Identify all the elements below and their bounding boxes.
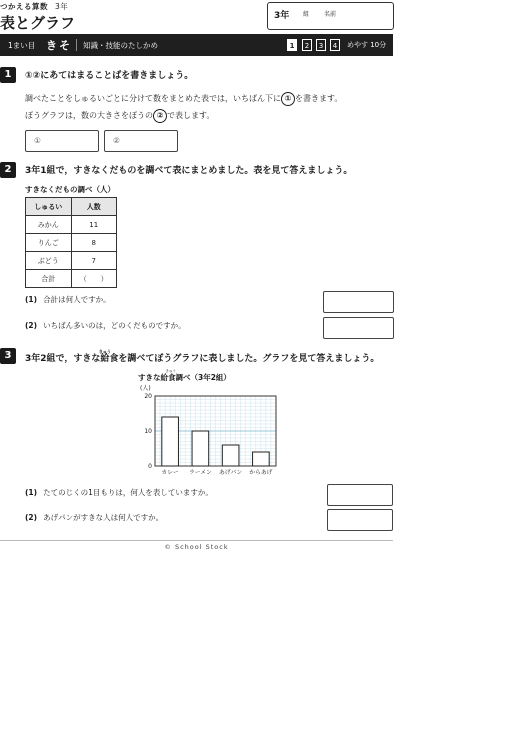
q3-sub1-num: (1) xyxy=(25,488,38,497)
x-tick-label: からあげ xyxy=(249,470,273,476)
question-2-text: 3年1組で，すきなくだものを調べて表にまとめました。表を見て答えましょう。 xyxy=(25,166,353,176)
question-1-number: 1 xyxy=(0,67,16,83)
q1-line1-b: を書きます。 xyxy=(295,94,343,103)
chart-title-ruby: きゅう xyxy=(165,369,176,373)
q3-sub2-text: あげパンがすきな人は何人ですか。 xyxy=(43,513,164,522)
table-header-count: 人数 xyxy=(71,198,117,216)
answer-box-2-2[interactable] xyxy=(323,317,394,339)
q3-sub2-num: (2) xyxy=(25,513,38,522)
series-label xyxy=(0,1,68,12)
q1-line2-b: で表します。 xyxy=(167,111,215,120)
footer-divider xyxy=(0,540,393,541)
namebox-name-label: 名前 xyxy=(324,11,337,18)
page-title: 表とグラフ xyxy=(0,14,76,32)
answer-box-3-1[interactable] xyxy=(327,484,393,506)
question-2-number: 2 xyxy=(0,162,16,178)
level-label: きそ xyxy=(46,39,72,52)
blank-marker-2: ② xyxy=(153,109,167,123)
y-axis-unit: (人) xyxy=(140,385,151,392)
y-tick-label: 20 xyxy=(144,393,152,401)
q2-sub1-num: (1) xyxy=(25,295,38,304)
q1-line1-a: 調べたことをしゅるいごとに分けて数をまとめた表では，いちばん下に xyxy=(25,94,281,103)
bar-1 xyxy=(162,417,179,466)
answer-box-2[interactable] xyxy=(104,130,178,152)
question-3-sub-1 xyxy=(25,487,213,498)
table-cell: 合計 xyxy=(26,270,72,288)
answer-box-2-1[interactable] xyxy=(323,291,394,313)
copyright: © School Stock xyxy=(164,543,229,551)
chart-title: すきな給食調べ（3年2組） xyxy=(138,373,231,382)
table-cell: ぶどう xyxy=(26,252,72,270)
table-cell-total-blank: （ ） xyxy=(71,270,117,288)
question-1-line-1 xyxy=(25,92,342,106)
page-tab-1[interactable]: 1 xyxy=(287,39,297,51)
y-tick-label: 10 xyxy=(144,428,152,436)
table-row xyxy=(26,216,117,234)
namebox-grade: 3年 xyxy=(274,11,290,21)
blank-marker-1: ① xyxy=(281,92,295,106)
series-name: つかえる算数 xyxy=(0,2,48,11)
question-3-number: 3 xyxy=(0,348,16,364)
question-1-text: ①②にあてはまることばを書きましょう。 xyxy=(25,71,194,81)
bar-4 xyxy=(253,452,270,466)
q3-text-b: 食を調べてぼうグラフに表しました。グラフを見て答えましょう。 xyxy=(109,354,380,364)
bar-2 xyxy=(192,431,209,466)
q2-sub1-text: 合計は何人ですか。 xyxy=(43,295,111,304)
fruit-table xyxy=(25,197,117,288)
x-tick-label: カレー xyxy=(161,470,179,476)
y-tick-labels xyxy=(144,393,152,470)
table-row xyxy=(26,270,117,288)
table-cell: 7 xyxy=(71,252,117,270)
question-2-sub-1 xyxy=(25,294,111,305)
page-tab-4[interactable]: 4 xyxy=(330,39,340,51)
table-title: すきなくだもの調べ（人） xyxy=(25,185,115,194)
question-2-sub-2 xyxy=(25,320,186,331)
x-tick-label: あげパン xyxy=(219,470,243,476)
q3-text-a: 3年2組で，すきな xyxy=(25,354,101,364)
x-tick-label: ラーメン xyxy=(188,470,212,476)
q3-sub1-text: たてのじくの1目もりは，何人を表していますか。 xyxy=(43,488,213,497)
q2-sub2-text: いちばん多いのは，どのくだものですか。 xyxy=(43,321,186,330)
table-cell: みかん xyxy=(26,216,72,234)
y-tick-label: 0 xyxy=(148,463,152,471)
answer-box-1[interactable] xyxy=(25,130,99,152)
time-goal: めやす 10分 xyxy=(347,41,387,49)
page-tab-2[interactable]: 2 xyxy=(302,39,312,51)
answer-box-2-label: ② xyxy=(113,136,120,145)
q3-text-ruby: きゅう xyxy=(98,349,111,354)
table-cell: りんご xyxy=(26,234,72,252)
sheet-number: 1まい目 xyxy=(8,41,36,50)
table-cell: 8 xyxy=(71,234,117,252)
band-subtitle: 知識・技能のたしかめ xyxy=(83,41,158,50)
q2-sub2-num: (2) xyxy=(25,321,38,330)
lunch-bar-chart xyxy=(130,366,290,478)
q1-line2-a: ぼうグラフは，数の大きさをぼうの xyxy=(25,111,153,120)
answer-box-1-label: ① xyxy=(34,136,41,145)
table-header-type: しゅるい xyxy=(26,198,72,216)
level-band xyxy=(0,34,393,56)
question-3-text xyxy=(25,349,379,364)
answer-box-3-2[interactable] xyxy=(327,509,393,531)
table-row xyxy=(26,252,117,270)
page-tab-3[interactable]: 3 xyxy=(316,39,326,51)
namebox-class-label: 組 xyxy=(303,11,310,18)
table-row xyxy=(26,234,117,252)
bar-3 xyxy=(222,445,239,466)
band-divider xyxy=(76,39,77,51)
q3-text-ruby-base: 給 xyxy=(98,354,111,364)
question-1-line-2 xyxy=(25,109,214,123)
series-grade: 3年 xyxy=(55,2,69,11)
x-tick-labels xyxy=(161,468,272,476)
name-box[interactable] xyxy=(267,2,394,30)
question-3-sub-2 xyxy=(25,512,163,523)
table-cell: 11 xyxy=(71,216,117,234)
